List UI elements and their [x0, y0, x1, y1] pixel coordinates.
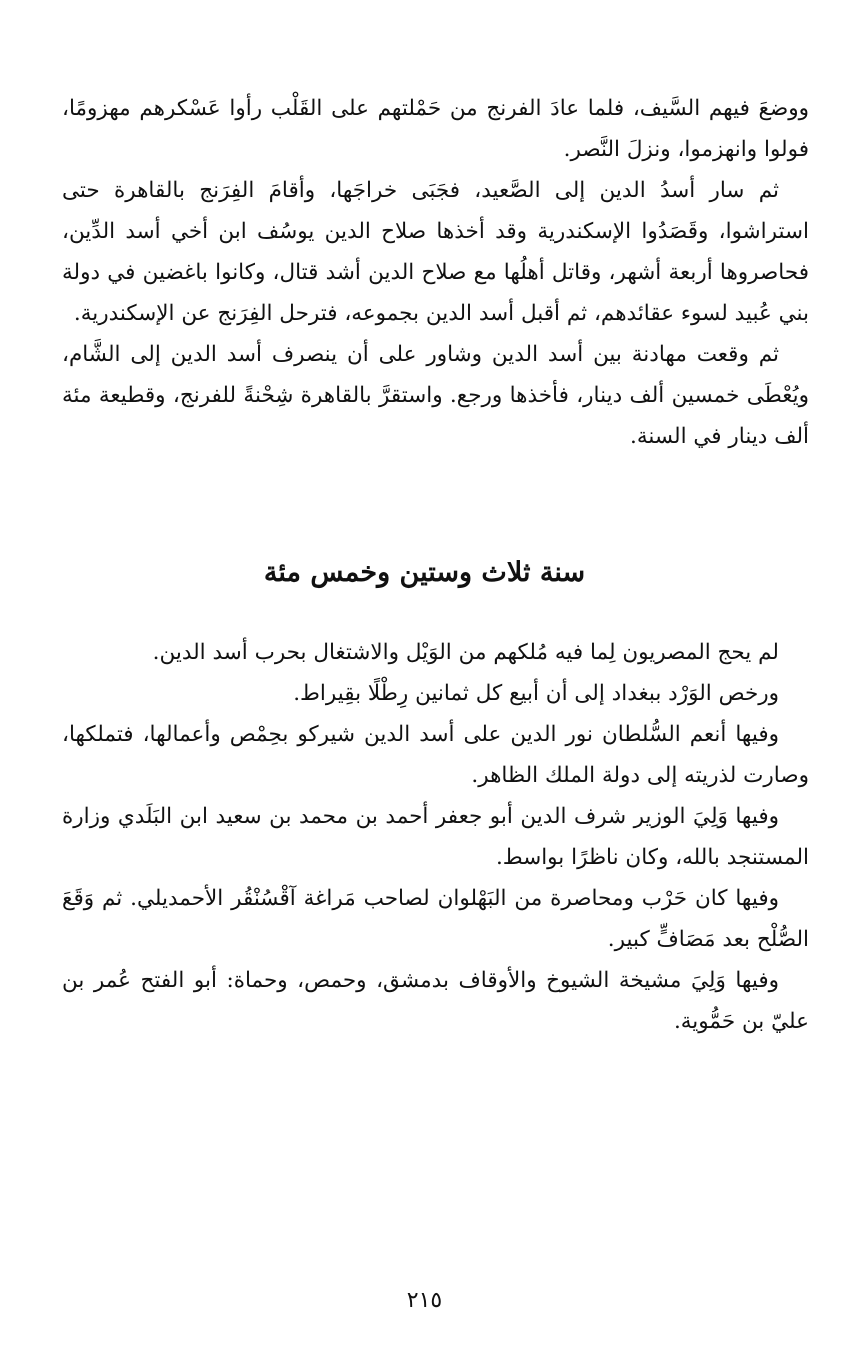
- top-text-block: [62, 88, 809, 457]
- paragraph: وفيها وَلِيَ مشيخة الشيوخ والأوقاف بدمشق، وحمص، وحماة: أبو الفتح عُمر بن عليّ بن حَمُّوية.: [62, 968, 809, 1034]
- paragraph: وفيها كان حَرْب ومحاصرة من البَهْلوان لصاحب مَراغة آقْسُنْقُر الأحمديلي. ثم وَقَعَ الصُّلْح بعد مَصَافٍّ كبير.: [62, 886, 809, 952]
- paragraph: ثم سار أسدُ الدين إلى الصَّعيد، فجَبَى خراجَها، وأقامَ الفِرَنج بالقاهرة حتى استراشوا، وقَصَدُوا الإسكندرية وقد أخذها صلاح الدين يوسُف ابن أخي أسد الدِّين، فحاصروها أربعة أشهر، وقاتل أهلُها مع صلاح الدين أشد قتال، وكانوا باغضين في دولة بني عُبيد لسوء عقائدهم، ثم أقبل أسد الدين بجموعه، فترحل الفِرَنج عن الإسكندرية.: [62, 178, 809, 326]
- paragraph: ورخص الوَرْد ببغداد إلى أن أبيع كل ثمانين رِطْلًا بقِيراط.: [293, 681, 779, 706]
- paragraph: ووضعَ فيهم السَّيف، فلما عادَ الفرنج من حَمْلتهم على القَلْب رأوا عَسْكرهم مهزومًا، فولوا وانهزموا، ونزلَ النَّصر.: [62, 96, 809, 162]
- paragraph: ثم وقعت مهادنة بين أسد الدين وشاور على أن ينصرف أسد الدين إلى الشَّام، ويُعْطَى خمسين ألف دينار، فأخذها ورجع. واستقرَّ بالقاهرة شِحْنةً للفرنج، وقطيعة مئة ألف دينار في السنة.: [62, 342, 809, 449]
- page-number: ٢١٥: [406, 1288, 443, 1313]
- paragraph: وفيها وَلِيَ الوزير شرف الدين أبو جعفر أحمد بن محمد بن سعيد ابن البَلَدي وزارة المستنجد بالله، وكان ناظرًا بواسط.: [62, 804, 809, 870]
- paragraph: وفيها أنعم السُّلطان نور الدين على أسد الدين شيركو بحِمْص وأعمالها، فتملكها، وصارت لذريته إلى دولة الملك الظاهر.: [62, 722, 809, 788]
- paragraph: لم يحج المصريون لِما فيه مُلكهم من الوَيْل والاشتغال بحرب أسد الدين.: [152, 640, 779, 665]
- bottom-text-block: [62, 632, 809, 1042]
- section-heading: سنة ثلاث وستين وخمس مئة: [263, 557, 586, 588]
